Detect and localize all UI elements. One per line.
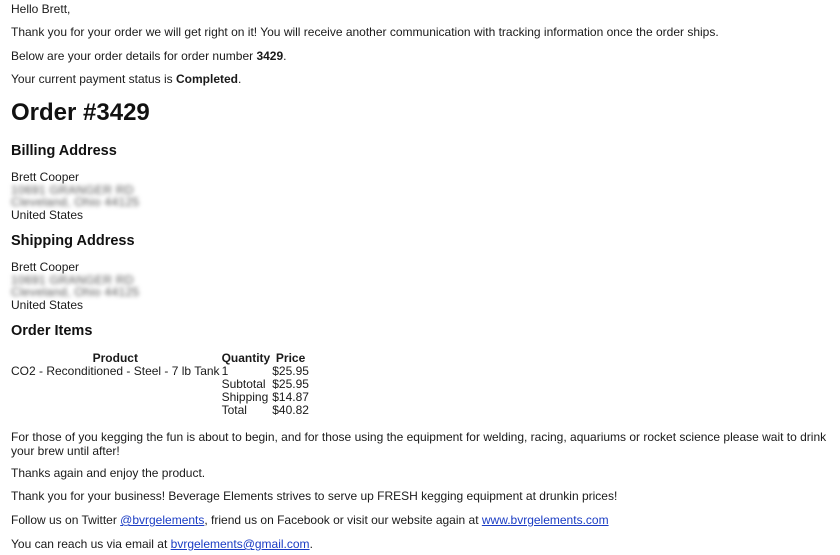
- order-items-table: [10, 352, 310, 417]
- shipping-name: Brett Cooper: [11, 260, 80, 274]
- total-label: Total: [221, 403, 247, 417]
- follow-text-part1: Follow us on Twitter: [11, 513, 121, 527]
- greeting-text: Hello Brett,: [11, 2, 71, 16]
- order-number: 3429: [256, 49, 284, 63]
- billing-city: Cleveland, Ohio 44125: [11, 195, 140, 209]
- shipping-value: $14.87: [272, 390, 309, 404]
- business-text: Thank you for your business! Beverage Elements strives to serve up FRESH kegging equipment at drunkin prices!: [11, 489, 618, 503]
- billing-street: 10691 GRANGER RD: [11, 182, 134, 197]
- billing-name: Brett Cooper: [11, 170, 80, 184]
- order-details-suffix: .: [283, 49, 287, 63]
- column-header-product: Product: [92, 351, 138, 365]
- item-price: $25.95: [272, 364, 309, 378]
- email-contact-line: [11, 537, 313, 551]
- shipping-label: Shipping: [221, 390, 269, 404]
- email-suffix: .: [309, 537, 313, 551]
- billing-address: [11, 171, 139, 221]
- billing-country: United States: [11, 207, 84, 222]
- column-header-price: Price: [275, 351, 306, 365]
- shipping-street: 10691 GRANGER RD: [11, 272, 134, 287]
- thank-you-text: Thank you for your order we will get right on it! You will receive another communication with tracking information once the order ships.: [11, 25, 719, 39]
- email-link[interactable]: bvrgelements@gmail.com: [170, 537, 310, 551]
- item-quantity: 1: [221, 364, 229, 378]
- email-prefix: You can reach us via email at: [11, 537, 171, 551]
- total-row: [10, 404, 310, 417]
- total-value: $40.82: [272, 403, 309, 417]
- kegging-note: For those of you kegging the fun is about to begin, and for those using the equipment for welding, racing, aquariums or rocket science please wait to drink your brew until after!: [11, 430, 827, 458]
- follow-us-line: [11, 513, 609, 527]
- subtotal-label: Subtotal: [221, 377, 266, 391]
- billing-address-heading: Billing Address: [11, 143, 117, 159]
- thanks-again-text: Thanks again and enjoy the product.: [11, 466, 206, 480]
- order-details-prefix: Below are your order details for order number: [11, 49, 257, 63]
- payment-status-suffix: .: [238, 72, 242, 86]
- shipping-address: [11, 261, 139, 311]
- item-product: CO2 - Reconditioned - Steel - 7 lb Tank: [11, 364, 220, 378]
- payment-status-line: [11, 72, 241, 86]
- shipping-city: Cleveland, Ohio 44125: [11, 285, 140, 299]
- subtotal-value: $25.95: [272, 377, 309, 391]
- order-items-heading: Order Items: [11, 323, 93, 339]
- order-title: Order #3429: [11, 99, 150, 126]
- shipping-row: [10, 391, 310, 404]
- shipping-country: United States: [11, 297, 84, 312]
- twitter-link[interactable]: @bvrgelements: [120, 513, 205, 527]
- payment-status-prefix: Your current payment status is: [11, 72, 176, 86]
- shipping-address-heading: Shipping Address: [11, 233, 135, 249]
- order-details-line: [11, 49, 287, 63]
- payment-status-value: Completed: [175, 72, 238, 86]
- website-link[interactable]: www.bvrgelements.com: [481, 513, 609, 527]
- column-header-quantity: Quantity: [221, 351, 271, 365]
- follow-text-part2: , friend us on Facebook or visit our website again at: [204, 513, 482, 527]
